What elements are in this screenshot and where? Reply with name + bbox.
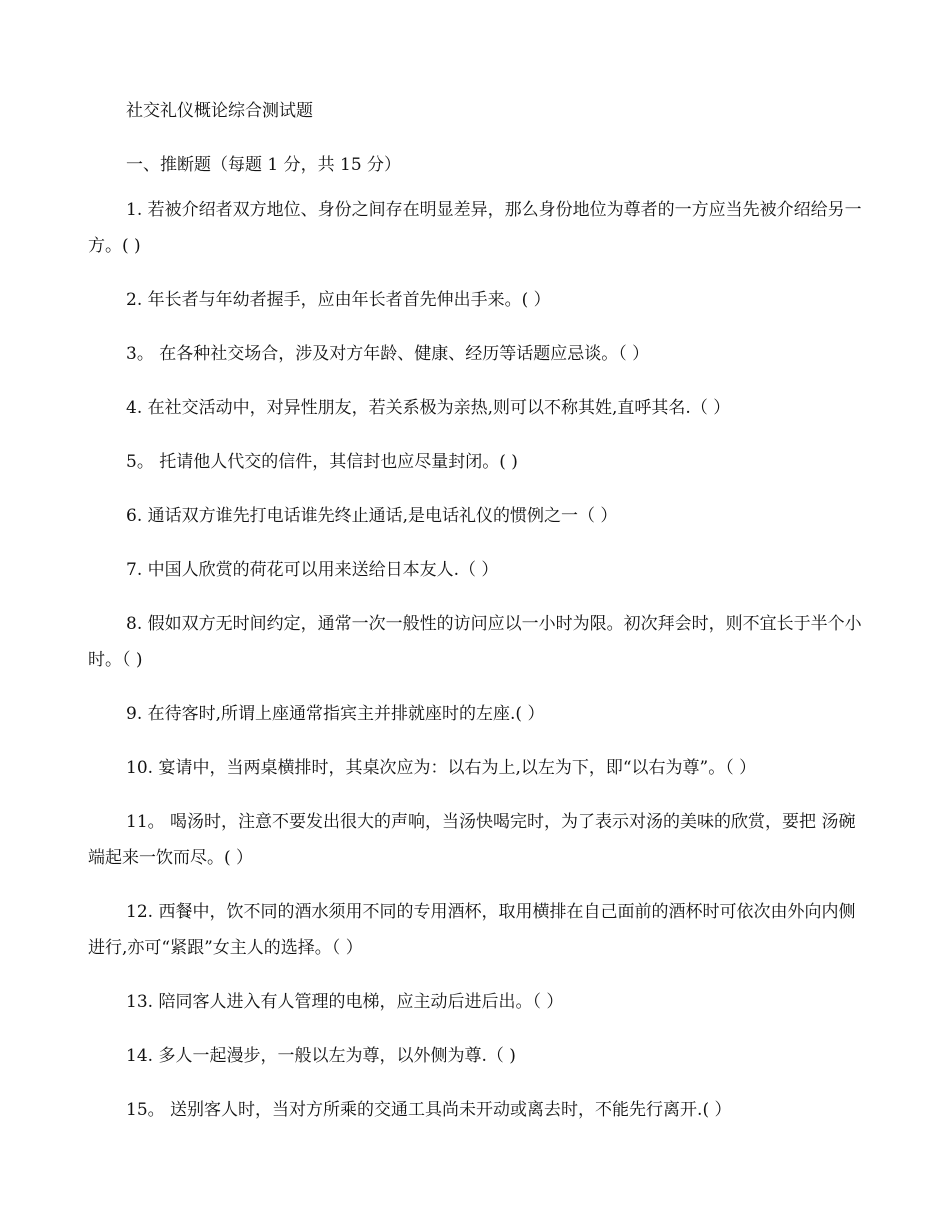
question-item: 12. 西餐中，饮不同的酒水须用不同的专用酒杯，取用横排在自己面前的酒杯时可依次由外向内侧进行,亦可“紧跟”女主人的选择。（ ） xyxy=(88,902,856,958)
question-item: 7. 中国人欣赏的荷花可以用来送给日本友人.（ ） xyxy=(126,560,499,580)
question-item: 10. 宴请中，当两桌横排时，其桌次应为：以右为上,以左为下，即“以右为尊”。（ ） xyxy=(126,758,757,778)
question-item: 9. 在待客时,所谓上座通常指宾主并排就座时的左座.( ） xyxy=(126,704,545,724)
question-list xyxy=(88,192,862,1128)
question-item: 3。 在各种社交场合，涉及对方年龄、健康、经历等话题应忌谈。（ ） xyxy=(126,344,650,364)
question-item: 13. 陪同客人进入有人管理的电梯，应主动后进后出。（ ） xyxy=(126,992,564,1012)
question-item: 15。 送别客人时，当对方所乘的交通工具尚未开动或离去时，不能先行离开.( ） xyxy=(126,1100,732,1120)
question-item: 1. 若被介绍者双方地位、身份之间存在明显差异，那么身份地位为尊者的一方应当先被介绍给另一方。( ) xyxy=(88,200,862,256)
question-item: 11。 喝汤时，注意不要发出很大的声响，当汤快喝完时，为了表示对汤的美味的欣赏，要把 汤碗端起来一饮而尽。( ） xyxy=(88,812,856,868)
section-heading: 一、推断题（每题 1 分，共 15 分） xyxy=(126,155,402,175)
question-item: 8. 假如双方无时间约定，通常一次一般性的访问应以一小时为限。初次拜会时，则不宜长于半个小时。（ ) xyxy=(88,614,862,670)
document-title: 社交礼仪概论综合测试题 xyxy=(126,101,313,121)
question-item: 5。 托请他人代交的信件，其信封也应尽量封闭。( ) xyxy=(126,452,518,472)
question-item: 14. 多人一起漫步，一般以左为尊，以外侧为尊.（ ) xyxy=(126,1046,516,1066)
question-item: 4. 在社交活动中，对异性朋友，若关系极为亲热,则可以不称其姓,直呼其名.（ ） xyxy=(126,398,731,418)
question-item: 6. 通话双方谁先打电话谁先终止通话,是电话礼仪的惯例之一（ ） xyxy=(126,506,618,526)
question-item: 2. 年长者与年幼者握手，应由年长者首先伸出手来。( ） xyxy=(126,290,551,310)
